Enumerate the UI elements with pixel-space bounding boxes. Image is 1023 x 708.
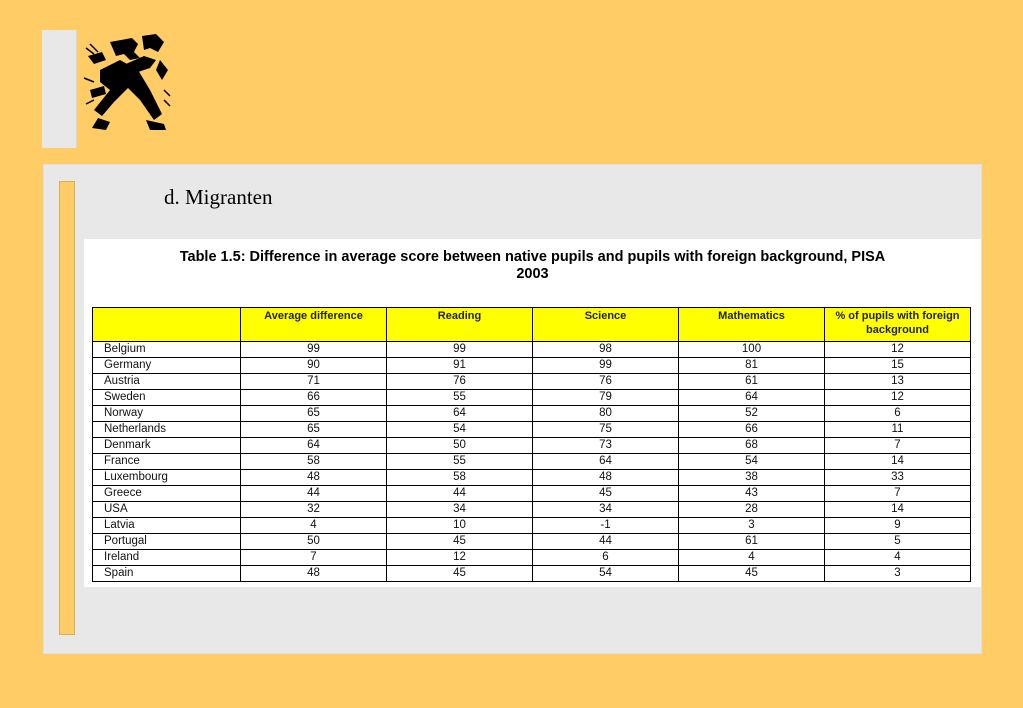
value-cell: 58 [387, 470, 533, 486]
table-row [93, 342, 971, 358]
value-cell: 64 [241, 438, 387, 454]
header-cell-science: Science [533, 308, 679, 342]
table-title-line-2: 2003 [516, 266, 549, 282]
country-cell: Denmark [93, 438, 241, 454]
value-cell: 11 [825, 422, 971, 438]
value-cell: 48 [241, 470, 387, 486]
value-cell: 14 [825, 502, 971, 518]
table-row [93, 374, 971, 390]
value-cell: 48 [533, 470, 679, 486]
country-cell: Ireland [93, 550, 241, 566]
value-cell: 64 [679, 390, 825, 406]
value-cell: 34 [387, 502, 533, 518]
value-cell: 65 [241, 422, 387, 438]
value-cell: 76 [533, 374, 679, 390]
value-cell: 28 [679, 502, 825, 518]
value-cell: 6 [825, 406, 971, 422]
value-cell: 99 [387, 342, 533, 358]
value-cell: 4 [679, 550, 825, 566]
table-row [93, 486, 971, 502]
value-cell: 68 [679, 438, 825, 454]
value-cell: 15 [825, 358, 971, 374]
value-cell: 54 [533, 566, 679, 582]
country-cell: Sweden [93, 390, 241, 406]
value-cell: 66 [241, 390, 387, 406]
table-row [93, 502, 971, 518]
country-cell: Greece [93, 486, 241, 502]
value-cell: 12 [825, 390, 971, 406]
value-cell: 13 [825, 374, 971, 390]
value-cell: 48 [241, 566, 387, 582]
value-cell: 90 [241, 358, 387, 374]
value-cell: 7 [825, 486, 971, 502]
table-row [93, 406, 971, 422]
value-cell: 71 [241, 374, 387, 390]
value-cell: 81 [679, 358, 825, 374]
pisa-table-figure [84, 239, 981, 587]
value-cell: 33 [825, 470, 971, 486]
value-cell: 98 [533, 342, 679, 358]
value-cell: 45 [387, 534, 533, 550]
table-row [93, 470, 971, 486]
value-cell: 12 [387, 550, 533, 566]
value-cell: 61 [679, 534, 825, 550]
value-cell: 45 [387, 566, 533, 582]
value-cell: 3 [679, 518, 825, 534]
value-cell: 65 [241, 406, 387, 422]
table-title [84, 249, 981, 283]
value-cell: 44 [533, 534, 679, 550]
country-cell: France [93, 454, 241, 470]
value-cell: 10 [387, 518, 533, 534]
table-row [93, 390, 971, 406]
value-cell: 45 [533, 486, 679, 502]
value-cell: 76 [387, 374, 533, 390]
table-row [93, 534, 971, 550]
value-cell: 75 [533, 422, 679, 438]
value-cell: 43 [679, 486, 825, 502]
value-cell: -1 [533, 518, 679, 534]
value-cell: 7 [241, 550, 387, 566]
country-cell: Norway [93, 406, 241, 422]
country-cell: USA [93, 502, 241, 518]
table-row [93, 358, 971, 374]
value-cell: 100 [679, 342, 825, 358]
value-cell: 73 [533, 438, 679, 454]
value-cell: 4 [825, 550, 971, 566]
logo-panel [42, 30, 77, 148]
value-cell: 55 [387, 454, 533, 470]
value-cell: 66 [679, 422, 825, 438]
country-cell: Germany [93, 358, 241, 374]
value-cell: 44 [387, 486, 533, 502]
table-row [93, 550, 971, 566]
value-cell: 5 [825, 534, 971, 550]
value-cell: 7 [825, 438, 971, 454]
value-cell: 4 [241, 518, 387, 534]
value-cell: 64 [533, 454, 679, 470]
country-cell: Belgium [93, 342, 241, 358]
value-cell: 6 [533, 550, 679, 566]
table-title-line-1: Table 1.5: Difference in average score between native pupils and pupils with foreign background, PISA [179, 249, 886, 265]
value-cell: 50 [241, 534, 387, 550]
table-row [93, 438, 971, 454]
table-row [93, 454, 971, 470]
country-cell: Netherlands [93, 422, 241, 438]
header-cell-reading: Reading [387, 308, 533, 342]
value-cell: 54 [679, 454, 825, 470]
content-slide [43, 164, 982, 654]
value-cell: 38 [679, 470, 825, 486]
table-body [93, 342, 971, 582]
value-cell: 99 [241, 342, 387, 358]
value-cell: 32 [241, 502, 387, 518]
country-cell: Austria [93, 374, 241, 390]
data-table [92, 307, 971, 582]
country-cell: Spain [93, 566, 241, 582]
value-cell: 64 [387, 406, 533, 422]
country-cell: Latvia [93, 518, 241, 534]
value-cell: 14 [825, 454, 971, 470]
table-row [93, 422, 971, 438]
header-cell-mathematics: Mathematics [679, 308, 825, 342]
value-cell: 55 [387, 390, 533, 406]
value-cell: 58 [241, 454, 387, 470]
header-cell-country [93, 308, 241, 342]
value-cell: 54 [387, 422, 533, 438]
country-cell: Luxembourg [93, 470, 241, 486]
value-cell: 3 [825, 566, 971, 582]
value-cell: 79 [533, 390, 679, 406]
value-cell: 9 [825, 518, 971, 534]
table-header-row [93, 308, 971, 342]
slide-heading: d. Migranten [164, 185, 273, 209]
value-cell: 91 [387, 358, 533, 374]
value-cell: 61 [679, 374, 825, 390]
country-cell: Portugal [93, 534, 241, 550]
value-cell: 44 [241, 486, 387, 502]
value-cell: 52 [679, 406, 825, 422]
header-cell-average-difference: Average difference [241, 308, 387, 342]
value-cell: 45 [679, 566, 825, 582]
value-cell: 34 [533, 502, 679, 518]
value-cell: 12 [825, 342, 971, 358]
flemish-lion-icon [80, 30, 172, 134]
table-row [93, 518, 971, 534]
table-row [93, 566, 971, 582]
value-cell: 50 [387, 438, 533, 454]
accent-bar [59, 181, 75, 635]
value-cell: 80 [533, 406, 679, 422]
header-cell-foreign-background: % of pupils with foreign background [825, 308, 971, 342]
value-cell: 99 [533, 358, 679, 374]
